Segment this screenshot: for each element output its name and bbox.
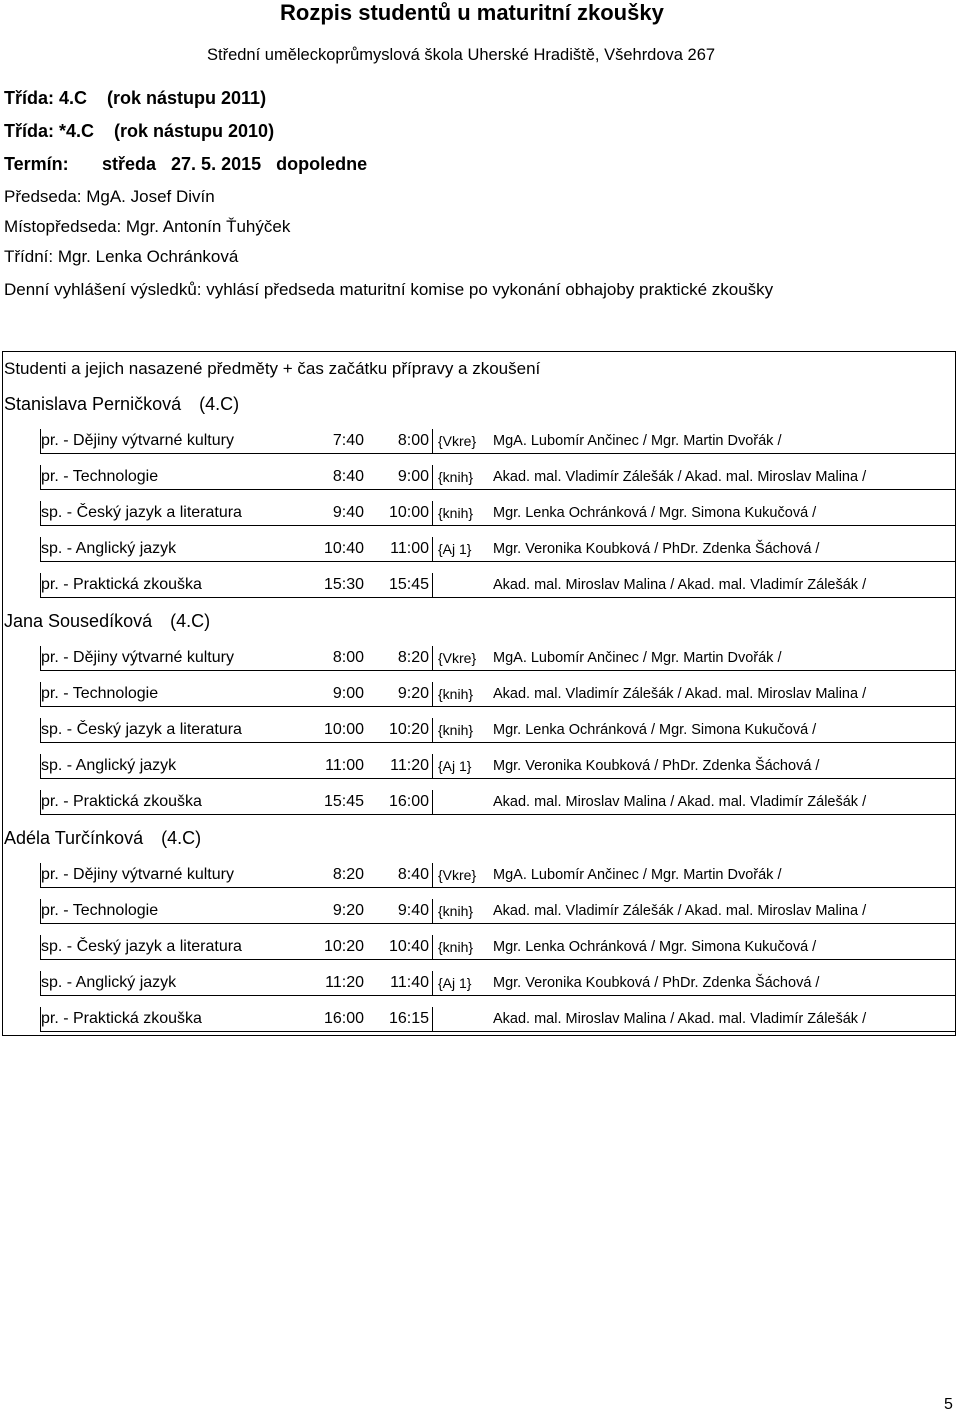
- exam-examiners: MgA. Lubomír Ančinec / Mgr. Martin Dvořák /: [493, 867, 782, 883]
- exam-row: [40, 718, 956, 743]
- exam-row: [40, 935, 956, 960]
- cell-divider: [40, 863, 41, 887]
- exam-start-time: 11:20: [325, 974, 364, 991]
- exam-examiners: Mgr. Lenka Ochránková / Mgr. Simona Kukučová /: [493, 722, 817, 738]
- exam-subject: pr. - Dějiny výtvarné kultury: [41, 866, 234, 883]
- cell-divider: [432, 537, 433, 561]
- exam-room: {Vkre}: [438, 650, 477, 666]
- exam-examiners: Akad. mal. Vladimír Zálešák / Akad. mal. Miroslav Malina /: [493, 469, 867, 485]
- exam-start-time: 16:00: [323, 1010, 364, 1027]
- cell-divider: [432, 646, 433, 670]
- exam-room: {Vkre}: [438, 433, 477, 449]
- exam-start-time: 9:40: [332, 504, 364, 521]
- exam-start-time: 9:00: [332, 685, 364, 702]
- exam-examiners: Akad. mal. Vladimír Zálešák / Akad. mal. Miroslav Malina /: [493, 903, 867, 919]
- student-name: [4, 611, 210, 632]
- exam-subject: pr. - Praktická zkouška: [41, 1010, 202, 1027]
- exam-subject: pr. - Praktická zkouška: [41, 576, 202, 593]
- exam-examiners: Mgr. Veronika Koubková / PhDr. Zdenka Šáchová /: [493, 541, 820, 557]
- exam-subject: sp. - Český jazyk a literatura: [41, 721, 242, 738]
- exam-room: {knih}: [438, 903, 474, 919]
- exam-room: [438, 573, 494, 597]
- cell-divider: [432, 899, 433, 923]
- cell-divider: [40, 899, 41, 923]
- cell-divider: [432, 465, 433, 489]
- term-value: středa 27. 5. 2015 dopoledne: [102, 154, 368, 174]
- student-class: (4.C): [170, 611, 211, 631]
- exam-row: [40, 899, 956, 924]
- exam-row: [40, 754, 956, 779]
- exam-examiners: Akad. mal. Miroslav Malina / Akad. mal. Vladimír Zálešák /: [493, 1011, 867, 1027]
- class-line-2: Třída: *4.C (rok nástupu 2010): [4, 121, 275, 141]
- exam-examiners: Mgr. Veronika Koubková / PhDr. Zdenka Šáchová /: [493, 758, 820, 774]
- exam-examiners: Akad. mal. Miroslav Malina / Akad. mal. Vladimír Zálešák /: [493, 577, 867, 593]
- exam-examiners: Akad. mal. Miroslav Malina / Akad. mal. Vladimír Zálešák /: [493, 794, 867, 810]
- exam-subject: sp. - Český jazyk a literatura: [41, 938, 242, 955]
- term-label: Termín:: [4, 154, 69, 174]
- exam-subject: pr. - Technologie: [41, 685, 159, 702]
- exam-subject: pr. - Praktická zkouška: [41, 793, 202, 810]
- student-name-text: Stanislava Perničková: [4, 394, 182, 414]
- exam-end-time: 10:00: [388, 504, 429, 521]
- exam-subject: sp. - Anglický jazyk: [41, 757, 177, 774]
- student-class: (4.C): [199, 394, 240, 414]
- exam-start-time: 11:00: [325, 757, 364, 774]
- exam-examiners: Mgr. Lenka Ochránková / Mgr. Simona Kukučová /: [493, 939, 817, 955]
- exam-start-time: 10:20: [323, 938, 364, 955]
- exam-row: [40, 429, 956, 454]
- exam-examiners: MgA. Lubomír Ančinec / Mgr. Martin Dvořák /: [493, 433, 782, 449]
- exam-row: [40, 573, 956, 598]
- class-line-1: Třída: 4.C (rok nástupu 2011): [4, 88, 267, 108]
- cell-divider: [40, 682, 41, 706]
- results-note: Denní vyhlášení výsledků: vyhlásí předseda maturitní komise po vykonání obhajoby praktické zkoušky: [4, 280, 774, 299]
- exam-end-time: 8:20: [397, 649, 429, 666]
- cell-divider: [432, 573, 433, 597]
- cell-divider: [40, 465, 41, 489]
- exam-row: [40, 537, 956, 562]
- cell-divider: [40, 501, 41, 525]
- student-name: [4, 394, 239, 415]
- exam-end-time: 10:40: [388, 938, 429, 955]
- class-teacher: Třídní: Mgr. Lenka Ochránková: [4, 247, 239, 266]
- cell-divider: [432, 790, 433, 814]
- cell-divider: [432, 863, 433, 887]
- exam-room: [438, 790, 494, 814]
- cell-divider: [40, 718, 41, 742]
- school-name: Střední uměleckoprůmyslová škola Uherské Hradiště, Všehrdova 267: [207, 46, 716, 64]
- exam-end-time: 11:20: [390, 757, 429, 774]
- cell-divider: [40, 1007, 41, 1031]
- exam-room: [438, 1007, 494, 1031]
- exam-subject: pr. - Dějiny výtvarné kultury: [41, 432, 234, 449]
- student-name-text: Jana Sousedíková: [4, 611, 153, 631]
- exam-subject: sp. - Anglický jazyk: [41, 540, 177, 557]
- exam-row: [40, 646, 956, 671]
- exam-row: [40, 465, 956, 490]
- student-name-text: Adéla Turčínková: [4, 828, 144, 848]
- exam-room: {knih}: [438, 939, 474, 955]
- exam-row: [40, 1007, 956, 1032]
- exam-examiners: Mgr. Lenka Ochránková / Mgr. Simona Kukučová /: [493, 505, 817, 521]
- exam-end-time: 16:15: [388, 1010, 429, 1027]
- exam-end-time: 9:00: [397, 468, 429, 485]
- exam-row: [40, 682, 956, 707]
- exam-row: [40, 863, 956, 888]
- exam-examiners: MgA. Lubomír Ančinec / Mgr. Martin Dvořák /: [493, 650, 782, 666]
- exam-room: {knih}: [438, 469, 474, 485]
- exam-start-time: 8:00: [332, 649, 364, 666]
- cell-divider: [432, 971, 433, 995]
- page-number: 5: [944, 1396, 953, 1413]
- chair: Předseda: MgA. Josef Divín: [4, 187, 215, 206]
- cell-divider: [432, 682, 433, 706]
- exam-examiners: Mgr. Veronika Koubková / PhDr. Zdenka Šáchová /: [493, 975, 820, 991]
- exam-end-time: 8:40: [397, 866, 429, 883]
- cell-divider: [40, 573, 41, 597]
- exam-subject: pr. - Technologie: [41, 468, 159, 485]
- cell-divider: [40, 537, 41, 561]
- exam-end-time: 16:00: [388, 793, 429, 810]
- exam-end-time: 15:45: [388, 576, 429, 593]
- document-title: Rozpis studentů u maturitní zkoušky: [280, 0, 664, 25]
- exam-room: {Aj 1}: [438, 541, 472, 557]
- exam-room: {Aj 1}: [438, 975, 472, 991]
- exam-subject: pr. - Technologie: [41, 902, 159, 919]
- exam-room: {Aj 1}: [438, 758, 472, 774]
- exam-room: {knih}: [438, 505, 474, 521]
- exam-end-time: 11:00: [390, 540, 429, 557]
- cell-divider: [40, 429, 41, 453]
- exam-end-time: 10:20: [388, 721, 429, 738]
- cell-divider: [40, 971, 41, 995]
- section-title: Studenti a jejich nasazené předměty + čas začátku přípravy a zkoušení: [4, 359, 541, 378]
- exam-subject: sp. - Český jazyk a literatura: [41, 504, 242, 521]
- cell-divider: [40, 646, 41, 670]
- student-name: [4, 828, 201, 849]
- cell-divider: [432, 718, 433, 742]
- cell-divider: [432, 501, 433, 525]
- vice-chair: Místopředseda: Mgr. Antonín Ťuhýček: [4, 217, 291, 236]
- exam-row: [40, 790, 956, 815]
- exam-start-time: 8:40: [332, 468, 364, 485]
- exam-row: [40, 971, 956, 996]
- exam-end-time: 9:40: [397, 902, 429, 919]
- cell-divider: [432, 1007, 433, 1031]
- cell-divider: [432, 429, 433, 453]
- exam-end-time: 8:00: [397, 432, 429, 449]
- cell-divider: [40, 790, 41, 814]
- exam-start-time: 15:45: [323, 793, 364, 810]
- exam-start-time: 9:20: [332, 902, 364, 919]
- exam-start-time: 7:40: [332, 432, 364, 449]
- exam-start-time: 10:40: [323, 540, 364, 557]
- exam-room: {Vkre}: [438, 867, 477, 883]
- exam-subject: pr. - Dějiny výtvarné kultury: [41, 649, 234, 666]
- exam-room: {knih}: [438, 686, 474, 702]
- cell-divider: [40, 935, 41, 959]
- exam-examiners: Akad. mal. Vladimír Zálešák / Akad. mal. Miroslav Malina /: [493, 686, 867, 702]
- exam-start-time: 10:00: [323, 721, 364, 738]
- exam-start-time: 8:20: [332, 866, 364, 883]
- cell-divider: [432, 754, 433, 778]
- exam-end-time: 9:20: [397, 685, 429, 702]
- exam-row: [40, 501, 956, 526]
- cell-divider: [40, 754, 41, 778]
- exam-start-time: 15:30: [323, 576, 364, 593]
- exam-subject: sp. - Anglický jazyk: [41, 974, 177, 991]
- student-class: (4.C): [161, 828, 202, 848]
- exam-end-time: 11:40: [390, 974, 429, 991]
- cell-divider: [432, 935, 433, 959]
- exam-room: {knih}: [438, 722, 474, 738]
